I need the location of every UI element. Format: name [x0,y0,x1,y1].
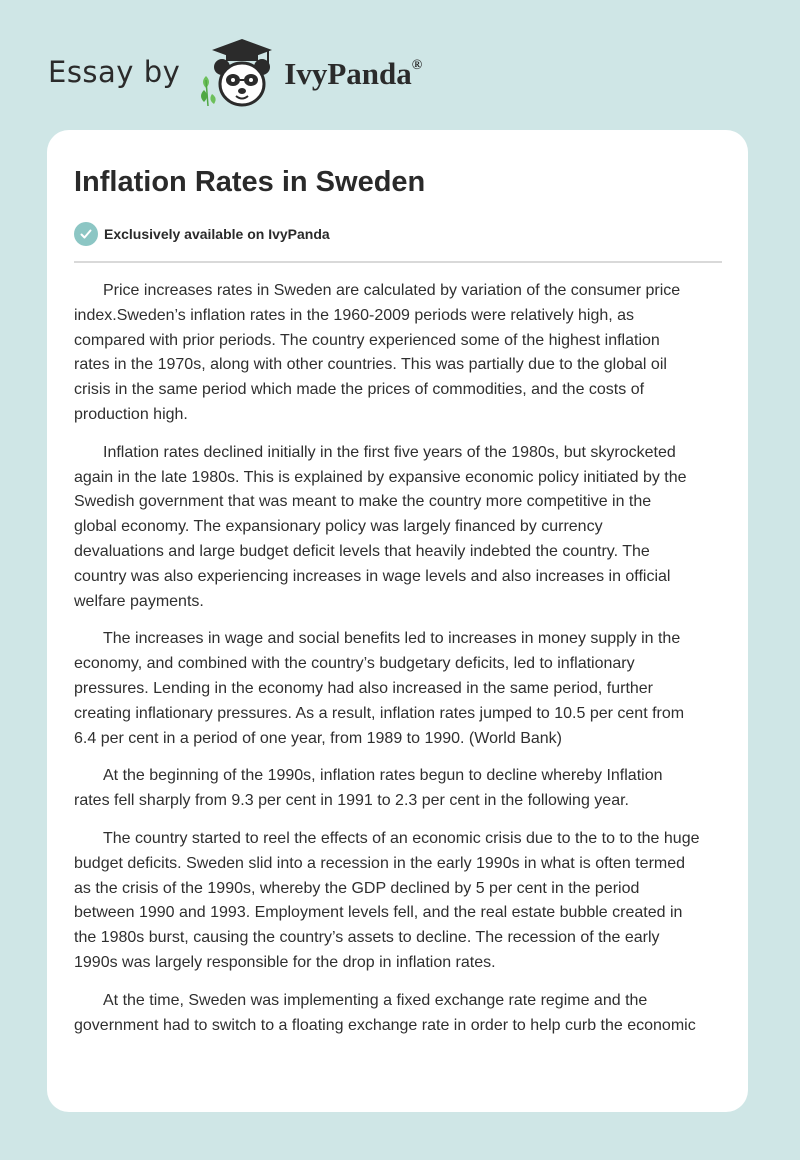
panda-logo-icon [194,36,290,108]
text-line: devaluations and large budget deficit levels that heavily indebted the country. The [74,542,650,560]
text-line: rates fell sharply from 9.3 per cent in 1991 to 2.3 per cent in the following year. [74,792,629,810]
text-line: country was also experiencing increases in wage levels and also increases in official [74,567,671,585]
text-line: The increases in wage and social benefits led to increases in money supply in the [103,630,681,648]
text-line: government had to switch to a floating exchange rate in order to help curb the economic [74,1016,696,1034]
paragraph [74,441,722,615]
text-line: 6.4 per cent in a period of one year, from 1989 to 1990. (World Bank) [74,729,562,747]
paragraph [74,989,722,1039]
text-line: budget deficits. Sweden slid into a recession in the early 1990s in what is often termed [74,854,686,872]
text-line: pressures. Lending in the economy had also increased in the same period, further [74,679,654,697]
text-line: The country started to reel the effects of an economic crisis due to the to to the huge [103,829,700,847]
text-line: Swedish government that was meant to make the country more competitive in the [74,493,652,511]
text-line: global economy. The expansionary policy was largely financed by currency [74,518,603,536]
text-line: rates in the 1970s, along with other countries. This was partially due to the global oil [74,356,667,374]
text-line: At the beginning of the 1990s, inflation rates begun to decline whereby Inflation [103,767,663,785]
text-line: compared with prior periods. The country experienced some of the highest inflation [74,331,660,349]
text-line: between 1990 and 1993. Employment levels fell, and the real estate bubble created in [74,904,683,922]
text-line: 1990s was largely responsible for the drop in inflation rates. [74,953,496,971]
text-line: crisis in the same period which made the prices of commodities, and the costs of [74,381,645,399]
check-circle-icon [74,222,98,246]
exclusive-label: Exclusively available on IvyPanda [104,226,330,242]
paragraph [74,827,722,976]
text-line: Inflation rates declined initially in the first five years of the 1980s, but skyrocketed [103,443,676,461]
text-line: the 1980s burst, causing the country’s assets to decline. The recession of the early [74,929,660,947]
text-line: as the crisis of the 1990s, whereby the GDP declined by 5 per cent in the period [74,879,640,897]
text-line: welfare payments. [74,592,204,610]
article-title: Inflation Rates in Sweden [74,166,426,198]
text-line: At the time, Sweden was implementing a fixed exchange rate regime and the [103,991,648,1009]
brand-name: IvyPanda® [284,56,423,91]
divider [74,261,722,263]
brand-header[interactable] [48,36,422,108]
text-line: creating inflationary pressures. As a result, inflation rates jumped to 10.5 per cent from [74,704,685,722]
paragraph [74,627,722,751]
registered-mark: ® [411,57,423,73]
article-card [47,130,748,1112]
text-line: index.Sweden’s inflation rates in the 1960-2009 periods were relatively high, as [74,306,635,324]
text-line: again in the late 1980s. This is explained by expansive economic policy initiated by the [74,468,687,486]
brand-prefix: Essay by [48,55,181,89]
exclusive-badge [74,222,330,246]
article-body [74,279,722,1051]
paragraph [74,279,722,428]
text-line: economy, and combined with the country’s budgetary deficits, led to inflationary [74,655,635,673]
text-line: Price increases rates in Sweden are calculated by variation of the consumer price [103,282,681,299]
paragraph [74,764,722,814]
text-line: production high. [74,405,188,423]
